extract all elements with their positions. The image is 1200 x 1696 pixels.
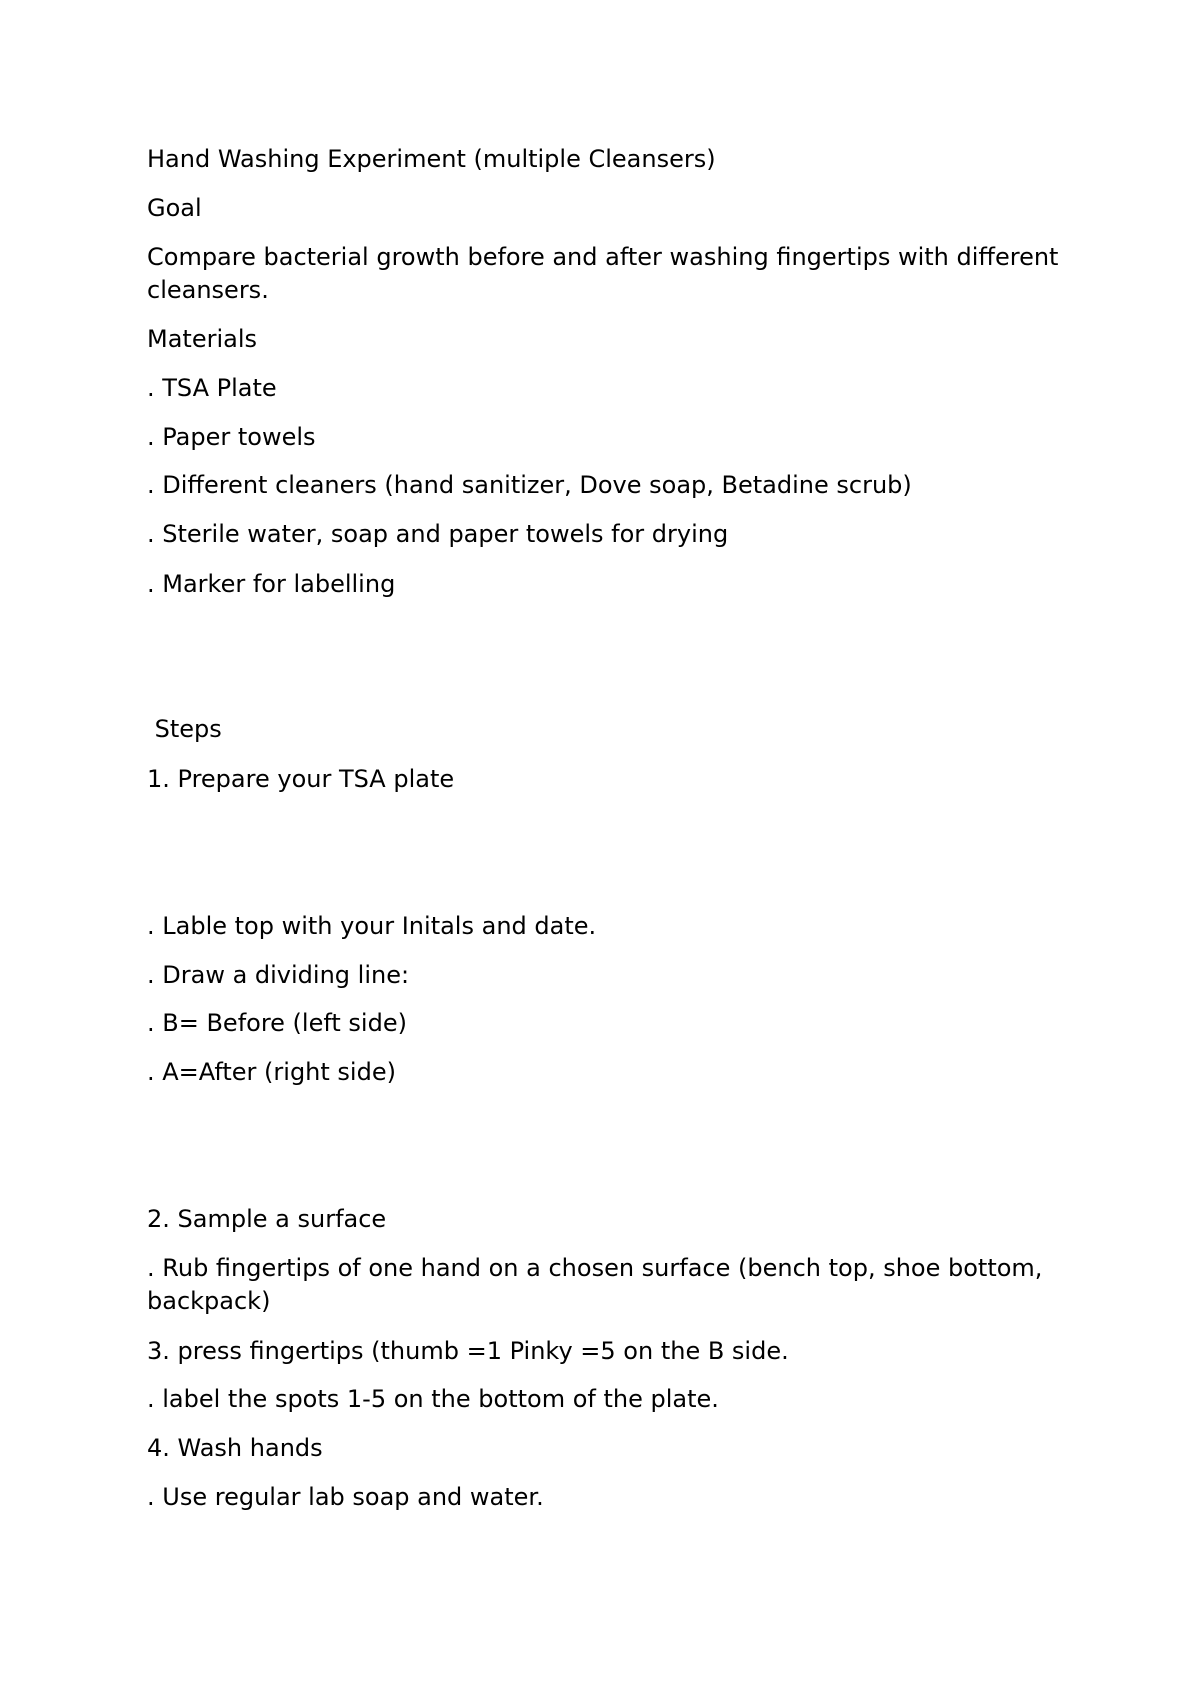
step-4-item: . Use regular lab soap and water.: [147, 1483, 544, 1511]
step-2-item: . Rub fingertips of one hand on a chosen surface (bench top, shoe bottom, backpack): [147, 1254, 1051, 1315]
step-1-item: . Lable top with your Initals and date.: [147, 912, 597, 940]
step-2-heading: 2. Sample a surface: [147, 1205, 387, 1233]
step-3-heading: 3. press fingertips (thumb =1 Pinky =5 on the B side.: [147, 1337, 789, 1365]
step-1-item: . A=After (right side): [147, 1058, 396, 1086]
materials-heading: Materials: [147, 325, 258, 353]
step-3-item: . label the spots 1-5 on the bottom of the plate.: [147, 1385, 719, 1413]
goal-text: Compare bacterial growth before and after washing fingertips with different cleansers.: [147, 243, 1067, 304]
document-title: Hand Washing Experiment (multiple Cleansers): [147, 145, 716, 173]
steps-heading: Steps: [147, 715, 222, 743]
goal-heading: Goal: [147, 194, 202, 222]
step-1-item: . Draw a dividing line:: [147, 961, 410, 989]
materials-item: . TSA Plate: [147, 374, 277, 402]
materials-item: . Paper towels: [147, 423, 316, 451]
step-4-heading: 4. Wash hands: [147, 1434, 323, 1462]
step-1-item: . B= Before (left side): [147, 1009, 407, 1037]
materials-item: . Sterile water, soap and paper towels for drying: [147, 520, 729, 548]
materials-item: . Different cleaners (hand sanitizer, Dove soap, Betadine scrub): [147, 471, 912, 499]
step-1-heading: 1. Prepare your TSA plate: [147, 765, 455, 793]
materials-item: . Marker for labelling: [147, 570, 396, 598]
